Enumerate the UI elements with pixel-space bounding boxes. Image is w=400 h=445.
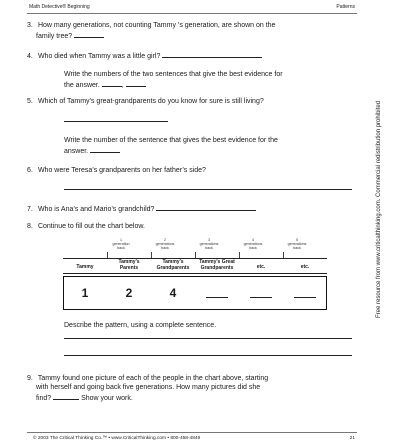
- question-5: 5. Which of Tammy’s great-grandparents do you know for sure is still living?: [27, 98, 264, 105]
- question-7-text: Who is Ana’s and Mario’s grandchild?: [37, 206, 157, 213]
- column-header-parents: Tammy's Parents: [118, 259, 140, 271]
- answer-blank[interactable]: [102, 79, 122, 87]
- answer-blank[interactable]: [53, 392, 79, 400]
- answer-line[interactable]: [64, 355, 352, 356]
- section-title: Patterns: [336, 4, 355, 10]
- chart-top-rule: [63, 258, 327, 259]
- question-3-line2: family tree?: [36, 30, 104, 41]
- column-header-etc: etc.: [256, 264, 266, 270]
- generation-label: 4 generations back: [243, 238, 263, 251]
- book-title: Math Detective® Beginning: [29, 4, 90, 10]
- answer-blank[interactable]: [156, 203, 256, 211]
- question-8-text: Continue to fill out the chart below.: [37, 223, 145, 230]
- question-4-text: Who died when Tammy was a little girl?: [37, 53, 163, 60]
- question-8: 8. Continue to fill out the chart below.: [27, 223, 145, 230]
- question-6-text: Who were Teresa’s grandparents on her father’s side?: [37, 167, 206, 174]
- chart-cell-value: 2: [125, 286, 133, 300]
- question-9-line3: find? Show your work.: [36, 392, 133, 403]
- answer-blank[interactable]: [90, 145, 120, 153]
- answer-blank[interactable]: [74, 30, 104, 38]
- generation-label: 3 generations back: [199, 238, 219, 251]
- answer-blank[interactable]: [126, 79, 146, 87]
- question-8-describe: Describe the pattern, using a complete sentence.: [64, 322, 217, 329]
- page-footer: [27, 432, 357, 442]
- answer-line[interactable]: [64, 121, 168, 122]
- column-header-grandparents: Tammy's Grandparents: [156, 259, 190, 271]
- footer-copyright: © 2003 The Critical Thinking Co.™ • www.CriticalThinking.com • 800-458-4849: [33, 436, 201, 441]
- chart-cell-value: 4: [169, 286, 177, 300]
- column-header-great-grandparents: Tammy's Great Grandparents: [199, 259, 235, 271]
- generation-label: 5 generations back: [287, 238, 307, 251]
- answer-line[interactable]: [64, 338, 352, 339]
- page-number: 21: [349, 436, 355, 441]
- question-9-text: Tammy found one picture of each of the people in the chart above, starting: [37, 375, 269, 382]
- question-5-sub2: answer.: [64, 145, 120, 156]
- generation-label: 2 generations back: [155, 238, 175, 251]
- question-4-sub1: Write the numbers of the two sentences that give the best evidence for: [64, 71, 283, 78]
- answer-blank[interactable]: [162, 50, 262, 58]
- copyright-sidebar: Free resource from www.criticalthinking.com. Commercial redistribution prohibited: [376, 100, 382, 318]
- question-5-text: Which of Tammy’s great-grandparents do you know for sure is still living?: [37, 98, 264, 105]
- question-9: 9. Tammy found one picture of each of the people in the chart above, starting: [27, 375, 269, 382]
- chart-header-rule: [63, 273, 327, 274]
- question-3-text: How many generations, not counting Tammy ’s generation, are shown on the: [37, 22, 276, 29]
- page-header: [27, 4, 357, 14]
- chart-cell-value: 1: [81, 286, 89, 300]
- question-4-sub2: the answer. ,: [64, 79, 146, 90]
- question-6: 6. Who were Teresa’s grandparents on her father’s side?: [27, 167, 206, 174]
- question-5-sub1: Write the number of the sentence that gives the best evidence for the: [64, 137, 278, 144]
- chart-answer-blank[interactable]: [206, 297, 228, 298]
- column-header-etc: etc.: [300, 264, 310, 270]
- chart-answer-blank[interactable]: [250, 297, 272, 298]
- chart-answer-blank[interactable]: [294, 297, 316, 298]
- question-7: 7. Who is Ana’s and Mario’s grandchild?: [27, 203, 256, 214]
- question-4: 4. Who died when Tammy was a little girl?: [27, 50, 262, 61]
- question-3: 3. How many generations, not counting Tammy ’s generation, are shown on the: [27, 22, 276, 29]
- question-9-line2: with herself and going back five generations. How many pictures did she: [36, 384, 261, 391]
- generation-label: 1 generation back: [112, 238, 130, 251]
- column-header-tammy: Tammy: [76, 264, 94, 270]
- answer-line[interactable]: [64, 189, 352, 190]
